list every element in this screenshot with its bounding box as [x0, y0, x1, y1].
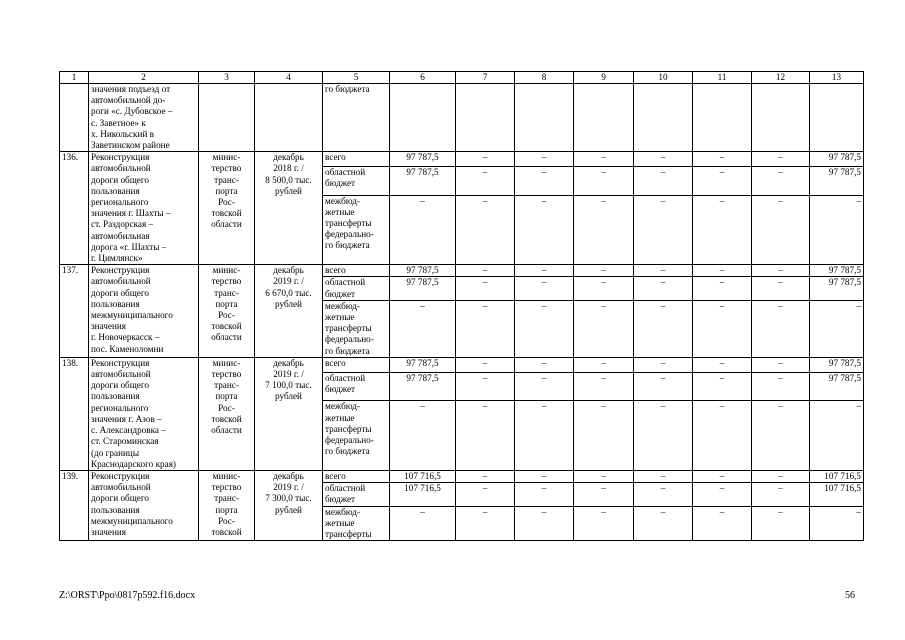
value-cell: –	[752, 483, 810, 506]
value-cell	[693, 84, 752, 152]
cell-line: минис-	[212, 265, 241, 276]
value-cell: –	[634, 152, 693, 167]
total-value-cell: –	[810, 506, 864, 541]
cell-line: автомобильная	[91, 230, 150, 241]
cell-line: пользования	[91, 391, 140, 402]
cell-line: пос. Каменоломни	[91, 343, 164, 354]
value-cell: –	[693, 357, 752, 372]
value-cell: –	[634, 372, 693, 401]
value-cell: –	[634, 483, 693, 506]
value-cell: –	[390, 506, 456, 541]
cell-line: Рос-	[218, 402, 235, 413]
cell-line: областной	[325, 277, 366, 288]
value-cell: –	[574, 152, 634, 167]
cell-line: рублей	[275, 504, 302, 515]
cell-line: товской	[211, 526, 242, 537]
cell-line: областной	[325, 483, 366, 494]
value-cell: –	[634, 265, 693, 277]
cell-line: области	[211, 219, 242, 230]
cell-line: автомобильной	[91, 482, 151, 493]
value-cell: –	[693, 300, 752, 357]
cell-line: го бюджета	[325, 240, 370, 251]
cell-line: трансферты	[325, 323, 372, 334]
value-cell: –	[390, 401, 456, 471]
column-number: 10	[634, 72, 693, 84]
value-cell: –	[693, 167, 752, 196]
value-cell: –	[693, 401, 752, 471]
cell-line: жетные	[325, 206, 355, 217]
cell-line: рублей	[275, 298, 302, 309]
cell-line: порта	[215, 298, 238, 309]
cell-line: жетные	[325, 412, 355, 423]
cell-line: автомобильной до-	[91, 95, 166, 106]
cell-line: терство	[211, 482, 242, 493]
object-name-cell	[89, 152, 199, 265]
cell-line: рублей	[275, 391, 302, 402]
row-number-cell: 136.	[60, 152, 89, 265]
value-cell: –	[752, 401, 810, 471]
cell-line: дорога «г. Шахты –	[91, 241, 167, 252]
deadline-cell	[255, 470, 323, 540]
cell-line: Краснодарского края)	[91, 458, 176, 469]
total-value-cell: 97 787,5	[810, 372, 864, 401]
deadline-cell	[255, 357, 323, 470]
cell-line: х. Никольский в	[91, 128, 154, 139]
cell-line: товской	[211, 321, 242, 332]
cell-line: значения г. Азов –	[91, 413, 162, 424]
cell-line: значения г. Шахты –	[91, 208, 171, 219]
column-number: 2	[89, 72, 199, 84]
value-cell: –	[515, 470, 574, 482]
cell-line: 2019 г. /	[273, 369, 304, 380]
value-cell	[810, 84, 864, 152]
cell-line: декабрь	[273, 265, 304, 276]
cell-line: бюджет	[325, 383, 356, 394]
cell-line: значения	[91, 321, 127, 332]
total-value-cell: 97 787,5	[810, 167, 864, 196]
cell-line: жетные	[325, 312, 355, 323]
value-cell: –	[693, 483, 752, 506]
cell-line: всего	[325, 357, 346, 368]
value-cell: –	[574, 300, 634, 357]
funding-source-cell	[323, 265, 390, 277]
cell-line: межмуниципального	[91, 310, 173, 321]
cell-line: Реконструкция	[91, 152, 150, 163]
cell-line: областной	[325, 372, 366, 383]
cell-line: дороги общего	[91, 380, 149, 391]
continuation-row	[60, 84, 864, 152]
value-cell: –	[634, 401, 693, 471]
cell-line: (до границы	[91, 447, 139, 458]
value-cell: –	[456, 277, 515, 300]
cell-line: трансферты	[325, 218, 372, 229]
value-cell: –	[456, 506, 515, 541]
table-row	[60, 152, 864, 167]
value-cell: –	[574, 277, 634, 300]
value-cell: –	[456, 401, 515, 471]
column-number-row	[60, 72, 864, 84]
cell-line: федерально-	[325, 334, 374, 345]
cell-line: 2019 г. /	[273, 276, 304, 287]
value-cell: –	[752, 167, 810, 196]
cell-line: ст. Староминская	[91, 436, 159, 447]
value-cell: –	[752, 470, 810, 482]
cell-line: 6 670,0 тыс.	[265, 287, 312, 298]
table-body	[60, 72, 864, 541]
deadline-cell	[255, 265, 323, 358]
cell-line: минис-	[212, 357, 241, 368]
value-cell: –	[693, 372, 752, 401]
value-cell: –	[456, 265, 515, 277]
cell-line: терство	[211, 369, 242, 380]
value-cell: –	[456, 357, 515, 372]
cell-line: го бюджета	[325, 345, 370, 356]
column-number: 12	[752, 72, 810, 84]
value-cell: –	[515, 277, 574, 300]
cell-line: межбюд-	[325, 300, 360, 311]
column-number: 5	[323, 72, 390, 84]
value-cell: –	[574, 372, 634, 401]
cell-line: значения	[91, 526, 127, 537]
cell-line: 2019 г. /	[273, 482, 304, 493]
column-number: 13	[810, 72, 864, 84]
cell-line: дороги общего	[91, 287, 149, 298]
cell-line: пользования	[91, 185, 140, 196]
object-name-cell	[89, 84, 199, 152]
value-cell	[634, 84, 693, 152]
cell-line: порта	[215, 391, 238, 402]
cell-line: бюджет	[325, 178, 356, 189]
column-number: 3	[199, 72, 255, 84]
cell-line: рублей	[275, 185, 302, 196]
cell-line: терство	[211, 276, 242, 287]
cell-line: Рос-	[218, 515, 235, 526]
value-cell: –	[515, 401, 574, 471]
object-name-cell	[89, 470, 199, 540]
value-cell: –	[752, 195, 810, 265]
cell-line: г. Цимлянск»	[91, 253, 143, 264]
cell-line: автомобильной	[91, 369, 151, 380]
value-cell: –	[456, 470, 515, 482]
total-value-cell: –	[810, 195, 864, 265]
cell-line: транс-	[214, 174, 239, 185]
executor-cell	[199, 470, 255, 540]
budget-table	[59, 71, 864, 541]
value-cell: –	[515, 357, 574, 372]
table-row	[60, 357, 864, 372]
value-cell: –	[574, 167, 634, 196]
value-cell: –	[752, 372, 810, 401]
value-cell: –	[390, 195, 456, 265]
value-cell: –	[574, 401, 634, 471]
cell-line: минис-	[212, 470, 241, 481]
cell-line: г. Новочеркасск –	[91, 332, 160, 343]
value-cell: 97 787,5	[390, 152, 456, 167]
value-cell: –	[456, 372, 515, 401]
value-cell: –	[752, 265, 810, 277]
total-value-cell: 97 787,5	[810, 265, 864, 277]
value-cell: –	[693, 277, 752, 300]
value-cell: –	[515, 167, 574, 196]
cell-line: межмуниципального	[91, 515, 173, 526]
cell-line: регионального	[91, 197, 149, 208]
value-cell: –	[634, 470, 693, 482]
cell-line: дороги общего	[91, 493, 149, 504]
value-cell: –	[752, 152, 810, 167]
funding-source-cell	[323, 470, 390, 482]
cell-line: декабрь	[273, 357, 304, 368]
total-value-cell: 97 787,5	[810, 357, 864, 372]
table-row	[60, 470, 864, 482]
value-cell	[456, 84, 515, 152]
value-cell: –	[515, 195, 574, 265]
total-value-cell: 97 787,5	[810, 152, 864, 167]
value-cell: 97 787,5	[390, 167, 456, 196]
funding-source-cell	[323, 483, 390, 506]
cell-line: пользования	[91, 298, 140, 309]
value-cell: –	[456, 195, 515, 265]
value-cell: –	[456, 152, 515, 167]
value-cell	[574, 84, 634, 152]
funding-source-cell	[323, 401, 390, 471]
total-value-cell: –	[810, 401, 864, 471]
footer-page-number: 56	[845, 590, 855, 601]
value-cell: 97 787,5	[390, 277, 456, 300]
object-name-cell	[89, 357, 199, 470]
cell-line: межбюд-	[325, 401, 360, 412]
value-cell	[515, 84, 574, 152]
funding-source-cell	[323, 152, 390, 167]
column-number: 6	[390, 72, 456, 84]
cell-line: всего	[325, 470, 346, 481]
value-cell: –	[574, 506, 634, 541]
cell-line: автомобильной	[91, 163, 151, 174]
value-cell: –	[693, 470, 752, 482]
value-cell: 97 787,5	[390, 357, 456, 372]
cell-line: регионального	[91, 402, 149, 413]
total-value-cell: 107 716,5	[810, 470, 864, 482]
value-cell: –	[515, 506, 574, 541]
column-number: 7	[456, 72, 515, 84]
value-cell: –	[390, 300, 456, 357]
value-cell	[752, 84, 810, 152]
table-row	[60, 265, 864, 277]
executor-cell	[199, 152, 255, 265]
value-cell: –	[693, 506, 752, 541]
cell-line: пользования	[91, 504, 140, 515]
cell-line: порта	[215, 185, 238, 196]
cell-line: Рос-	[218, 310, 235, 321]
cell-line: Реконструкция	[91, 357, 150, 368]
cell-line: области	[211, 425, 242, 436]
footer-file-path: Z:\ORST\Ppo\0817p592.f16.docx	[59, 590, 196, 601]
cell-line: 7 300,0 тыс.	[265, 493, 312, 504]
value-cell: –	[456, 300, 515, 357]
cell-line: терство	[211, 163, 242, 174]
cell-line: всего	[325, 152, 346, 163]
value-cell: –	[515, 300, 574, 357]
executor-cell	[199, 265, 255, 358]
value-cell: 107 716,5	[390, 483, 456, 506]
column-number: 11	[693, 72, 752, 84]
cell-line: порта	[215, 504, 238, 515]
value-cell: –	[693, 152, 752, 167]
funding-source-cell	[323, 372, 390, 401]
cell-line: 2018 г. /	[273, 163, 304, 174]
cell-line: областной	[325, 167, 366, 178]
value-cell: –	[752, 357, 810, 372]
cell-line: товской	[211, 208, 242, 219]
object-name-cell	[89, 265, 199, 358]
value-cell: –	[456, 167, 515, 196]
cell-line: федерально-	[325, 434, 374, 445]
value-cell: –	[574, 265, 634, 277]
total-value-cell: 107 716,5	[810, 483, 864, 506]
cell-line: товской	[211, 413, 242, 424]
column-number: 4	[255, 72, 323, 84]
cell-line: автомобильной	[91, 276, 151, 287]
cell-line: роги «с. Дубовское –	[91, 106, 173, 117]
deadline-cell	[255, 152, 323, 265]
cell-line: транс-	[214, 380, 239, 391]
deadline-cell	[255, 84, 323, 152]
cell-line: трансферты	[325, 423, 372, 434]
funding-source-cell	[323, 300, 390, 357]
value-cell: –	[634, 167, 693, 196]
value-cell: –	[634, 506, 693, 541]
row-number-cell: 137.	[60, 265, 89, 358]
funding-source-cell	[323, 277, 390, 300]
value-cell: –	[515, 483, 574, 506]
cell-line: Рос-	[218, 197, 235, 208]
cell-line: федерально-	[325, 229, 374, 240]
cell-line: значения подъезд от	[91, 84, 171, 94]
funding-source-cell	[323, 195, 390, 265]
cell-line: го бюджета	[325, 446, 370, 457]
cell-line: межбюд-	[325, 195, 360, 206]
total-value-cell: –	[810, 300, 864, 357]
cell-line: Заветинском районе	[91, 140, 170, 151]
cell-line: жетные	[325, 517, 355, 528]
value-cell: –	[752, 277, 810, 300]
cell-line: с. Заветное» к	[91, 117, 146, 128]
cell-line: межбюд-	[325, 506, 360, 517]
funding-source-cell	[323, 84, 390, 152]
value-cell: –	[752, 506, 810, 541]
funding-source-cell	[323, 506, 390, 541]
row-number-cell: 138.	[60, 357, 89, 470]
cell-line: Реконструкция	[91, 265, 150, 276]
row-number-cell: 139.	[60, 470, 89, 540]
cell-line: транс-	[214, 493, 239, 504]
cell-line: области	[211, 332, 242, 343]
value-cell: –	[515, 372, 574, 401]
column-number: 9	[574, 72, 634, 84]
value-cell: –	[752, 300, 810, 357]
value-cell: 97 787,5	[390, 372, 456, 401]
cell-line: минис-	[212, 152, 241, 163]
column-number: 8	[515, 72, 574, 84]
funding-source-cell	[323, 357, 390, 372]
cell-line: декабрь	[273, 470, 304, 481]
cell-line: 8 500,0 тыс.	[265, 174, 312, 185]
cell-line: 7 100,0 тыс.	[265, 380, 312, 391]
cell-line: с. Александровка –	[91, 425, 166, 436]
value-cell: –	[693, 195, 752, 265]
cell-line: бюджет	[325, 494, 356, 505]
cell-line: го бюджета	[325, 84, 370, 94]
value-cell	[390, 84, 456, 152]
cell-line: Реконструкция	[91, 470, 150, 481]
cell-line: дороги общего	[91, 174, 149, 185]
funding-source-cell	[323, 167, 390, 196]
row-number-cell	[60, 84, 89, 152]
value-cell: –	[634, 300, 693, 357]
cell-line: бюджет	[325, 288, 356, 299]
value-cell: –	[634, 277, 693, 300]
value-cell: –	[515, 265, 574, 277]
column-number: 1	[60, 72, 89, 84]
value-cell: 107 716,5	[390, 470, 456, 482]
cell-line: всего	[325, 265, 346, 276]
cell-line: декабрь	[273, 152, 304, 163]
cell-line: трансферты	[325, 528, 372, 539]
value-cell: –	[574, 195, 634, 265]
value-cell: –	[574, 483, 634, 506]
value-cell: –	[456, 483, 515, 506]
value-cell: –	[574, 470, 634, 482]
cell-line: транс-	[214, 287, 239, 298]
value-cell: –	[515, 152, 574, 167]
value-cell: –	[634, 357, 693, 372]
executor-cell	[199, 84, 255, 152]
value-cell: –	[693, 265, 752, 277]
value-cell: 97 787,5	[390, 265, 456, 277]
cell-line: ст. Раздорская –	[91, 219, 154, 230]
value-cell: –	[634, 195, 693, 265]
executor-cell	[199, 357, 255, 470]
total-value-cell: 97 787,5	[810, 277, 864, 300]
value-cell: –	[574, 357, 634, 372]
